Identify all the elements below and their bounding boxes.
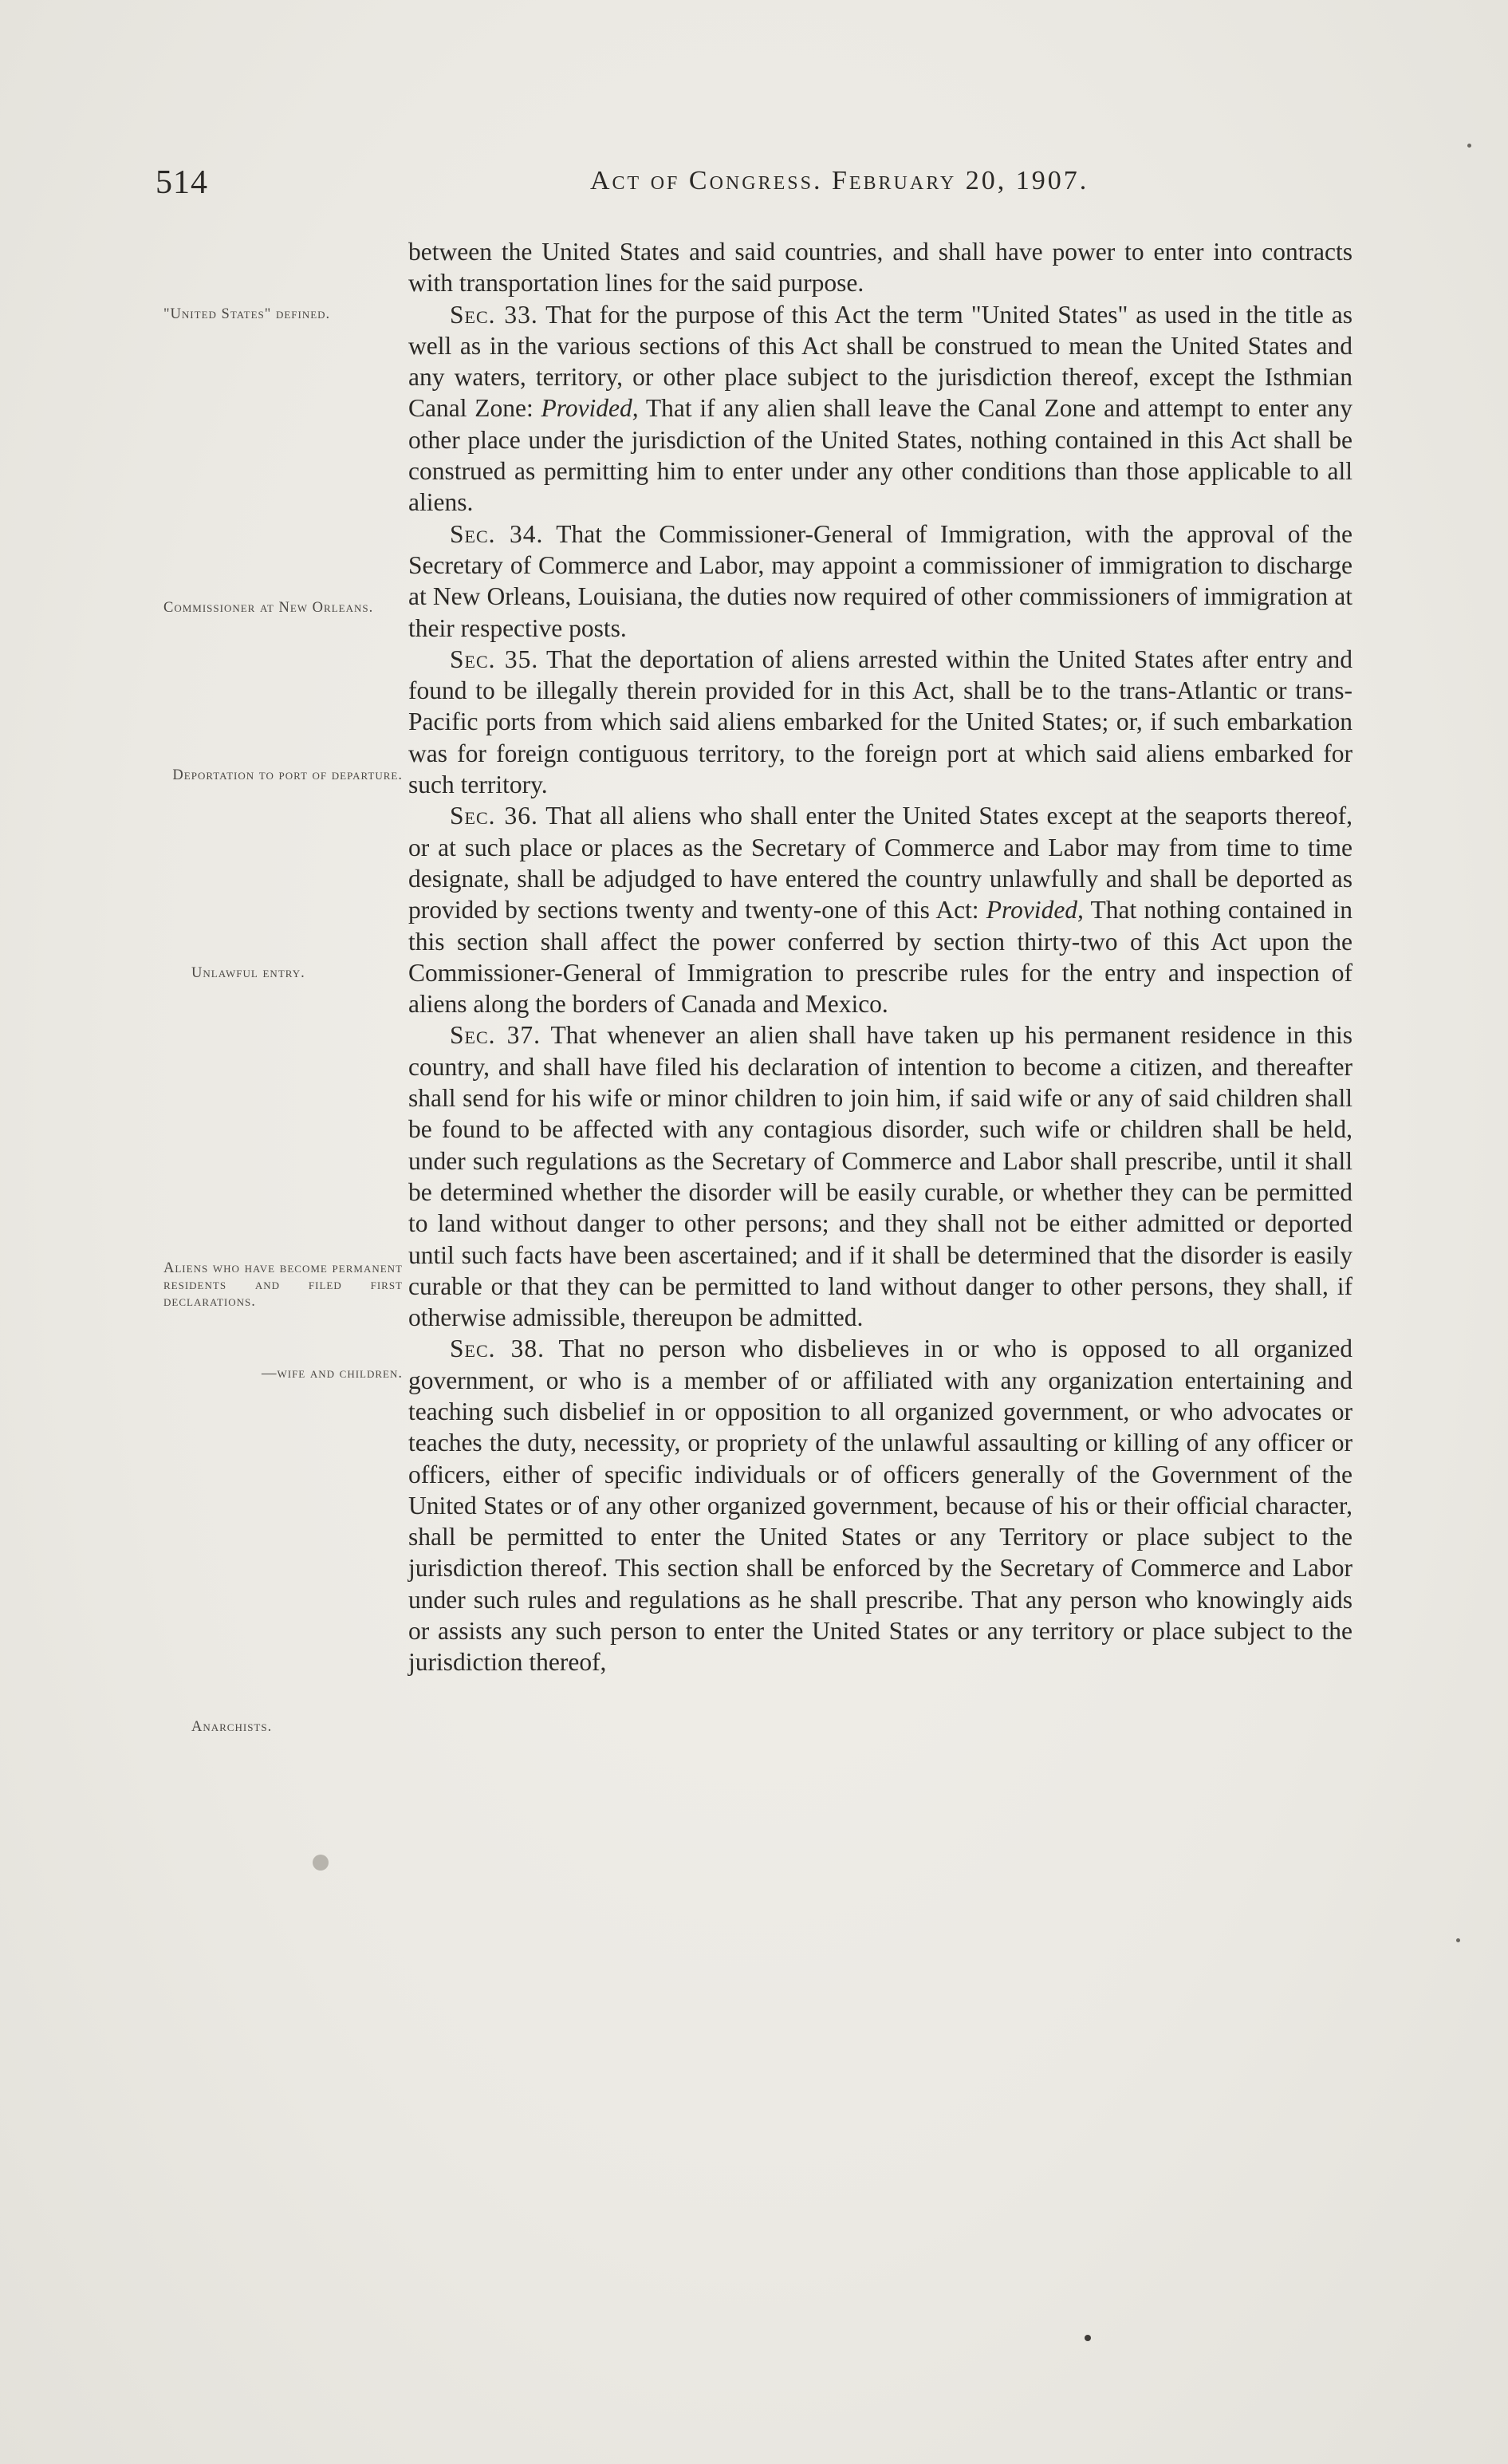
margin-note-deportation-port: Deportation to port of departure. bbox=[172, 767, 403, 783]
section-36-text-a: That all aliens who shall enter the United States except at the seaports thereof, or at such place or places as the Secretary of Commerce and Labor may from time to time designate, shall be adjudged to have entered the country unlawfully and shall be deported as provided by sections twenty and twenty-one of this Act: bbox=[408, 802, 1352, 924]
section-37-text: That whenever an alien shall have taken up his permanent residence in this country, and shall have filed his declaration of intention to become a citizen, and thereafter shall send for his wife or minor children to join him, if said wife or any of said children shall be found to be affected with any contagious disorder, such wife or children shall be held, under such regulations as the Secretary of Commerce and Labor shall prescribe, until it shall be determined whether the disorder will be easily curable, or whether they can be permitted to land without danger to other persons; and they shall not be either admitted or deported until such facts have been ascertained; and if it shall be determined that the disorder is easily curable or that they can be permitted to land without danger to other persons, they shall, if otherwise admissible, thereupon be admitted. bbox=[408, 1021, 1352, 1332]
section-37-label: Sec. 37. bbox=[450, 1021, 541, 1050]
scan-speck bbox=[1085, 2335, 1091, 2341]
body-text bbox=[408, 236, 1352, 1678]
margin-note-united-states-defined: "United States" defined. bbox=[163, 306, 331, 322]
margin-note-anarchists: Anarchists. bbox=[191, 1719, 273, 1735]
margin-note-aliens-permanent: Aliens who have become permanent residents and filed first declarations. bbox=[163, 1260, 403, 1310]
section-36 bbox=[408, 800, 1352, 1019]
section-38-text: That no person who disbelieves in or who is opposed to all organized government, or who is a member of or affiliated with any organization entertaining and teaching such disbelief in or opposition to all organized government, or who advocates or teaches the duty, necessity, or propriety of the unlawful assaulting or killing of any officer or officers, either of specific individuals or of officers generally of the Government of the United States or of any other organized government, because of his or their official character, shall be permitted to enter the United States or any Territory or place subject to the jurisdiction thereof. This section shall be enforced by the Secretary of Commerce and Labor under such rules and regulations as he shall prescribe. That any person who knowingly aids or assists any such person to enter the United States or any territory or place subject to the jurisdiction thereof, bbox=[408, 1335, 1352, 1677]
margin-note-commissioner-new-orleans: Commissioner at New Orleans. bbox=[163, 600, 374, 616]
section-37 bbox=[408, 1019, 1352, 1333]
section-35 bbox=[408, 644, 1352, 800]
section-36-provided: Provided, bbox=[986, 896, 1084, 924]
continuation-paragraph bbox=[408, 236, 1352, 299]
section-33-text-b: That if any alien shall leave the Canal Zone and attempt to enter any other place under the jurisdiction of the United States, nothing contained in this Act shall be construed as permitting him to enter under any other conditions than those applicable to all aliens. bbox=[408, 394, 1352, 517]
section-35-text: That the deportation of aliens arrested within the United States after entry and found to be illegally therein provided for in this Act, shall be to the trans-Atlantic or trans-Pacific ports from which said aliens embarked for the United States; or, if such embarkation was for foreign contiguous territory, to the foreign port at which said aliens embarked for such territory. bbox=[408, 645, 1352, 799]
section-35-label: Sec. 35. bbox=[450, 645, 539, 673]
section-36-label: Sec. 36. bbox=[450, 802, 538, 830]
scan-speck bbox=[1456, 1938, 1460, 1942]
scan-speck bbox=[1467, 144, 1471, 148]
page-number: 514 bbox=[156, 164, 208, 201]
section-33-label: Sec. 33. bbox=[450, 300, 538, 329]
section-33-provided: Provided, bbox=[541, 394, 639, 423]
running-head: Act of Congress. February 20, 1907. bbox=[590, 166, 1089, 195]
section-34-text: That the Commissioner-General of Immigration, with the approval of the Secretary of Commerce and Labor, may appoint a commissioner of immigration to discharge at New Orleans, Louisiana, the duties now required of other commissioners of immigration at their respective posts. bbox=[408, 519, 1352, 642]
section-34-label: Sec. 34. bbox=[450, 519, 544, 548]
section-36-text-b: That nothing contained in this section shall affect the power conferred by section thirty-two of this Act upon the Commissioner-General of Immigration to prescribe rules for the entry and inspection of aliens along the borders of Canada and Mexico. bbox=[408, 896, 1353, 1019]
section-34 bbox=[408, 518, 1352, 644]
section-33-text-a: That for the purpose of this Act the term "United States" as used in the title as well as in the various sections of this Act shall be construed to mean the United States and any waters, territory, or other place subject to the jurisdiction thereof, except the Isthmian Canal Zone: bbox=[408, 300, 1352, 423]
section-38 bbox=[408, 1333, 1352, 1677]
margin-note-wife-children: —wife and children. bbox=[261, 1366, 403, 1382]
margin-note-unlawful-entry: Unlawful entry. bbox=[191, 965, 305, 981]
continuation-text: between the United States and said countries, and shall have power to enter into contracts with transportation lines for the said purpose. bbox=[408, 238, 1352, 298]
scan-smudge bbox=[313, 1855, 329, 1871]
section-33 bbox=[408, 299, 1352, 518]
section-38-label: Sec. 38. bbox=[450, 1335, 545, 1363]
